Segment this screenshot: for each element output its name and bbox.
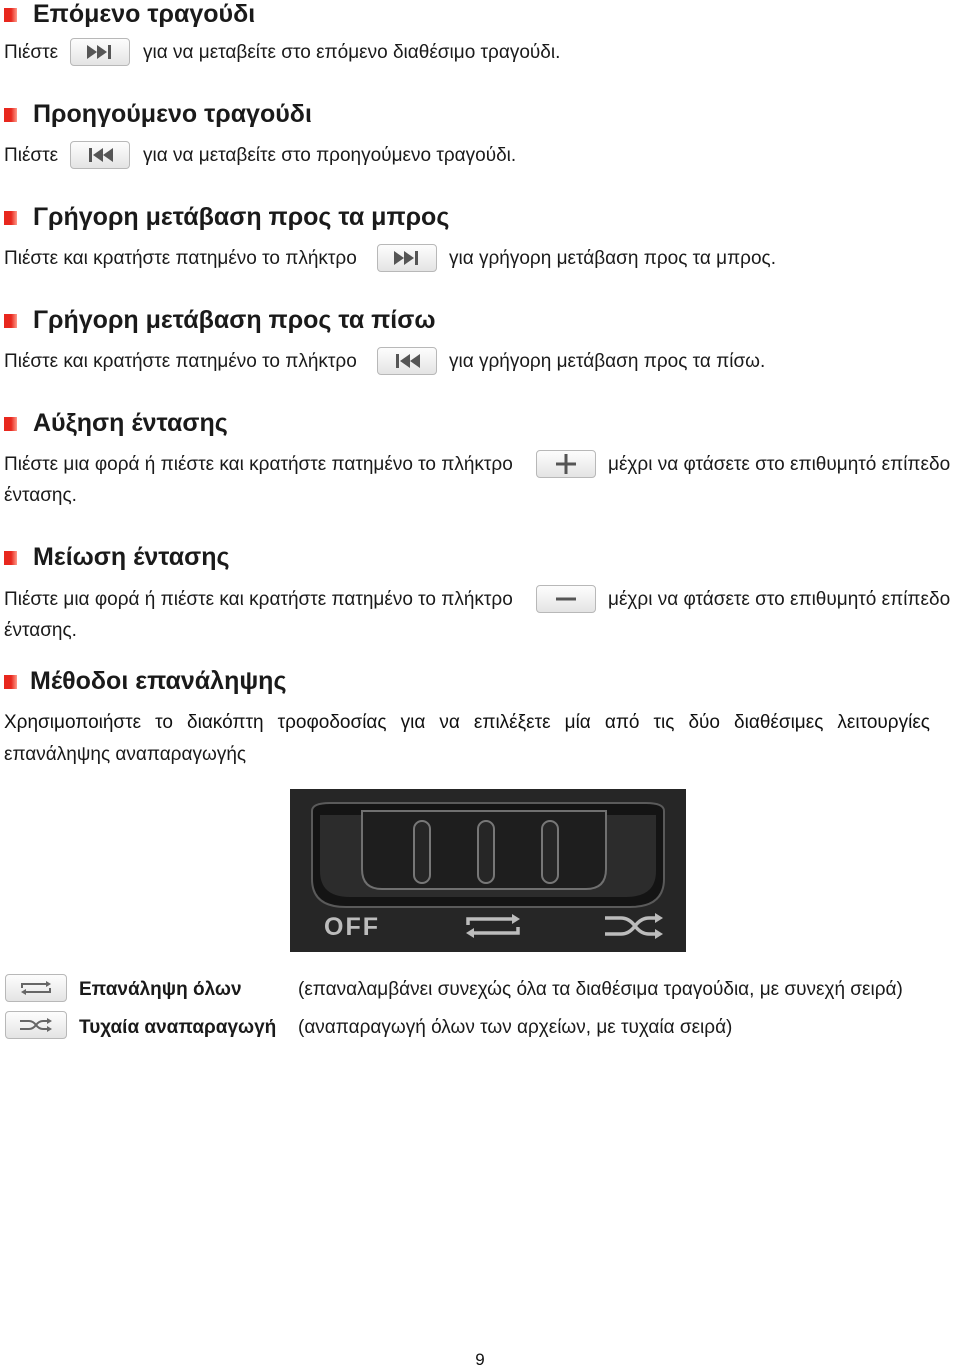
word: Χρησιμοποιήστε: [4, 712, 142, 733]
plus-icon: [554, 452, 578, 476]
heading-repeat-modes: [4, 667, 286, 696]
word: από: [604, 712, 640, 733]
rw-text-after: για γρήγορη μετάβαση προς τα πίσω.: [449, 351, 766, 372]
ff-text-after: για γρήγορη μετάβαση προς τα μπρος.: [449, 248, 776, 269]
red-bullet-icon: [4, 108, 17, 122]
word: το: [155, 712, 173, 733]
heading-text: Γρήγορη μετάβαση προς τα μπρος: [33, 203, 450, 231]
mode-shuffle-desc: (αναπαραγωγή όλων των αρχείων, με τυχαία σειρά): [298, 1017, 733, 1038]
mode-shuffle-name: Τυχαία αναπαραγωγή: [79, 1017, 277, 1038]
page-number: 9: [475, 1350, 485, 1369]
word: τις: [653, 712, 675, 733]
red-bullet-icon: [4, 8, 17, 22]
word: διαθέσιμες: [734, 712, 824, 733]
ff-key: [377, 244, 437, 272]
next-text-after: για να μεταβείτε στο επόμενο διαθέσιμο τραγούδι.: [143, 42, 561, 63]
word: για: [400, 712, 426, 733]
red-bullet-icon: [4, 675, 17, 689]
volume-down-key: [536, 585, 596, 613]
heading-text: Γρήγορη μετάβαση προς τα πίσω: [33, 306, 436, 334]
word: μία: [564, 712, 591, 733]
word: διακόπτη: [187, 712, 264, 733]
repeat-icon: [19, 981, 53, 995]
voldown-text-after: μέχρι να φτάσετε στο επιθυμητό επίπεδο: [608, 589, 951, 610]
shuffle-icon: [603, 912, 665, 940]
red-bullet-icon: [4, 417, 17, 431]
prev-key: [70, 141, 130, 169]
word: δύο: [688, 712, 720, 733]
word: επιλέξετε: [473, 712, 551, 733]
voldown-text-before: Πιέστε μια φορά ή πιέστε και κρατήστε πατημένο το πλήκτρο: [4, 589, 513, 610]
heading-text: Μέθοδοι επανάληψης: [30, 667, 287, 695]
word: να: [439, 712, 460, 733]
skip-previous-icon: [87, 148, 113, 162]
next-key: [70, 38, 130, 66]
volup-text-before: Πιέστε μια φορά ή πιέστε και κρατήστε πατημένο το πλήκτρο: [4, 454, 513, 475]
skip-next-icon: [394, 251, 420, 265]
switch-off-label: OFF: [324, 913, 380, 941]
volume-up-key: [536, 450, 596, 478]
red-bullet-icon: [4, 314, 17, 328]
word: λειτουργίες: [837, 712, 930, 733]
repeat-paragraph-line1: [4, 712, 930, 734]
red-bullet-icon: [4, 211, 17, 225]
repeat-all-key: [5, 974, 67, 1002]
red-bullet-icon: [4, 551, 17, 565]
skip-next-icon: [87, 45, 113, 59]
ff-text-before: Πιέστε και κρατήστε πατημένο το πλήκτρο: [4, 248, 357, 269]
heading-next-track: [4, 0, 255, 29]
repeat-icon: [462, 913, 524, 939]
mode-repeat-all-desc: (επαναλαμβάνει συνεχώς όλα τα διαθέσιμα τραγούδια, με συνεχή σειρά): [298, 979, 903, 1000]
repeat-switch-image: [290, 789, 686, 952]
next-text-before: Πιέστε: [4, 42, 59, 63]
skip-previous-icon: [394, 354, 420, 368]
heading-fast-forward: [4, 203, 449, 232]
prev-text-after: για να μεταβείτε στο προηγούμενο τραγούδι.: [143, 145, 517, 166]
shuffle-key: [5, 1011, 67, 1039]
repeat-paragraph-line2: επανάληψης αναπαραγωγής: [4, 744, 247, 765]
prev-text-before: Πιέστε: [4, 145, 59, 166]
shuffle-icon: [19, 1018, 53, 1032]
heading-volume-up: [4, 409, 228, 438]
minus-icon: [554, 587, 578, 611]
rw-text-before: Πιέστε και κρατήστε πατημένο το πλήκτρο: [4, 351, 357, 372]
heading-prev-track: [4, 100, 312, 129]
heading-text: Επόμενο τραγούδι: [33, 0, 256, 28]
heading-text: Μείωση έντασης: [33, 543, 230, 571]
heading-rewind: [4, 306, 435, 335]
heading-volume-down: [4, 543, 229, 572]
mode-repeat-all-name: Επανάληψη όλων: [79, 979, 242, 1000]
rw-key: [377, 347, 437, 375]
heading-text: Αύξηση έντασης: [33, 409, 228, 437]
heading-text: Προηγούμενο τραγούδι: [33, 100, 312, 128]
word: τροφοδοσίας: [277, 712, 387, 733]
volup-text-line2: έντασης.: [4, 485, 77, 506]
voldown-text-line2: έντασης.: [4, 620, 77, 641]
volup-text-after: μέχρι να φτάσετε στο επιθυμητό επίπεδο: [608, 454, 951, 475]
